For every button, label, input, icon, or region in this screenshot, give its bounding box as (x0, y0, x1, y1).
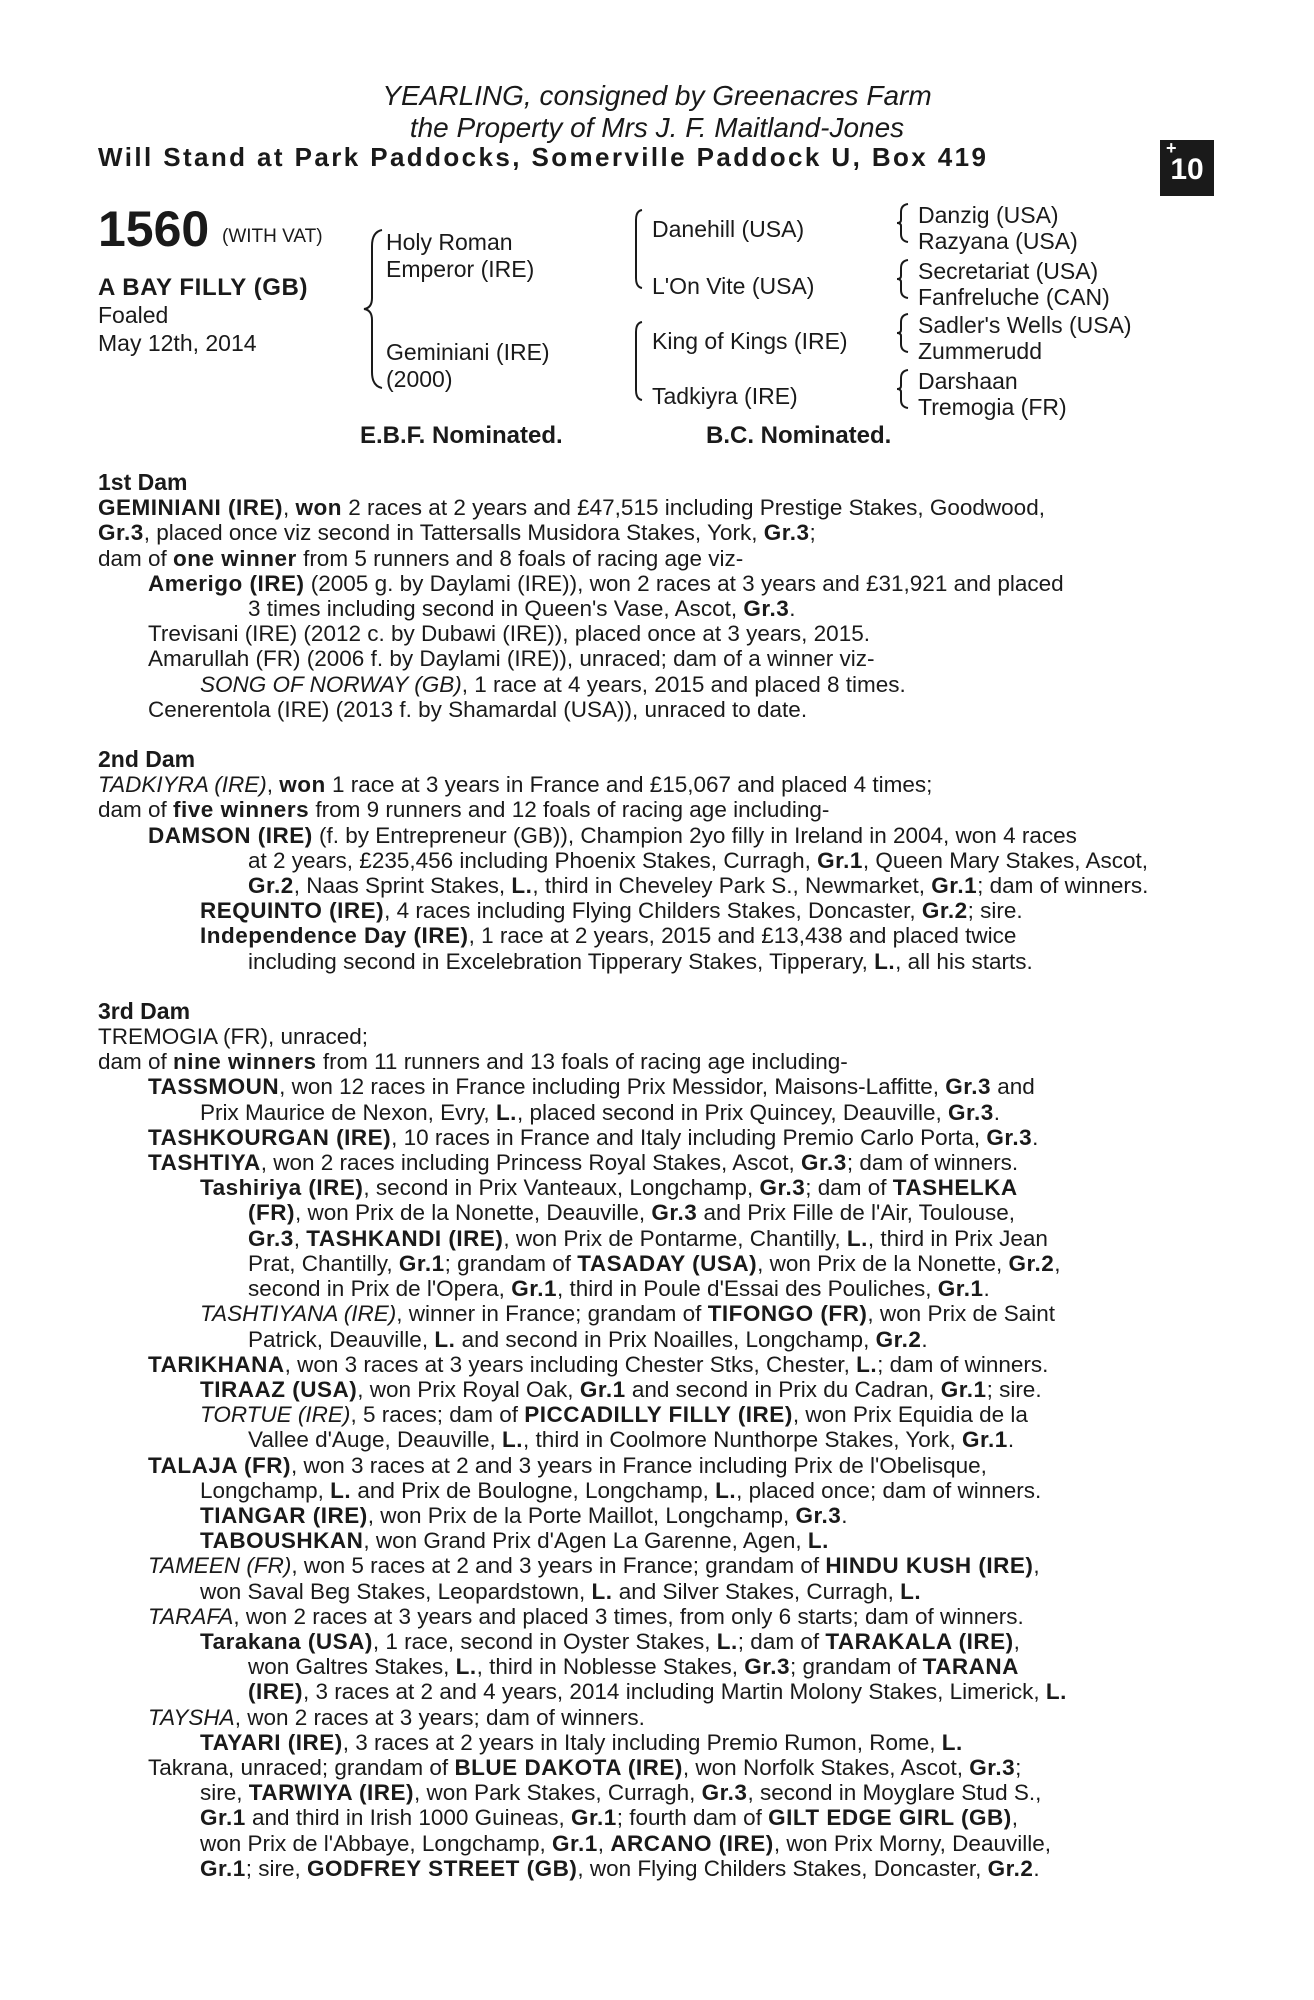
second-dam-line (98, 873, 1198, 898)
line-segment: TORTUE (IRE) (200, 1402, 351, 1428)
grandsire-1: Danehill (USA) (652, 216, 805, 242)
line-segment: won Saval Beg Stakes, Leopardstown, (200, 1578, 592, 1604)
first-dam-line (98, 495, 1198, 520)
third-dam-line (98, 1553, 1198, 1578)
line-segment: Gr.1 (570, 1805, 617, 1831)
great-granddam-1: Razyana (USA) (918, 228, 1078, 254)
line-segment: PICCADILLY FILLY (IRE) (524, 1402, 793, 1428)
line-segment: Gr.3 (759, 1175, 806, 1201)
line-segment: Gr.3 (969, 1754, 1016, 1780)
line-segment: , won Prix de Pontarme, Chantilly, (503, 1225, 847, 1251)
great-grandsire-2: Secretariat (USA) (918, 258, 1099, 284)
great-granddam-3: Zummerudd (918, 338, 1042, 364)
line-segment: , (1013, 1628, 1020, 1654)
line-segment: TARIKHANA (148, 1351, 285, 1377)
line-segment: , won 2 races at 3 years; dam of winners. (234, 1704, 645, 1730)
line-segment: , second in Moyglare Stud S., (747, 1780, 1042, 1806)
line-segment: , won Park Stakes, Curragh, (414, 1780, 702, 1806)
line-segment: won (279, 772, 326, 798)
line-segment: , 1 race at 4 years, 2015 and placed 8 times. (461, 671, 906, 697)
third-dam-line (98, 1125, 1198, 1150)
badge-plus: + (1166, 138, 1177, 158)
line-segment: Gr.1 (200, 1855, 246, 1881)
line-segment: L. (807, 1528, 829, 1554)
line-segment: and Silver Stakes, Curragh, (612, 1578, 901, 1604)
third-dam-line (98, 1453, 1198, 1478)
line-segment: ; sire. (986, 1376, 1042, 1402)
line-segment: , third in Poule d'Essai des Pouliches, (556, 1276, 938, 1302)
line-segment: TIANGAR (IRE) (200, 1502, 368, 1528)
line-segment: Cenerentola (IRE) (2013 f. by Shamardal (USA)), unraced to date. (148, 696, 808, 722)
line-segment: dam of (98, 545, 174, 571)
consignment-line: YEARLING, consigned by Greenacres Farm (382, 80, 932, 111)
line-segment: (2005 g. by Daylami (IRE)), won 2 races at 3 years and £31,921 and placed (304, 570, 1064, 596)
third-dam-line (98, 1402, 1198, 1427)
line-segment: nine winners (173, 1049, 317, 1075)
stand-location: Will Stand at Park Paddocks, Somerville Paddock U, Box 419 (98, 142, 989, 172)
first-dam-section (98, 495, 1198, 722)
second-dam-line (98, 898, 1198, 923)
line-segment: TIFONGO (FR) (707, 1301, 868, 1327)
line-segment: Prix Maurice de Nexon, Evry, (200, 1099, 496, 1125)
line-segment: L. (330, 1477, 352, 1503)
line-segment: DAMSON (IRE) (148, 822, 313, 848)
third-dam-line (98, 1705, 1198, 1730)
line-segment: SONG OF NORWAY (GB) (200, 671, 462, 697)
line-segment: TALAJA (FR) (148, 1452, 291, 1478)
line-segment: Gr.2 (248, 873, 294, 899)
third-dam-line (98, 1478, 1198, 1503)
line-segment: , won 2 races including Princess Royal Stakes, Ascot, (260, 1150, 802, 1176)
line-segment: won (295, 495, 343, 521)
line-segment: Independence Day (IRE) (200, 923, 469, 949)
line-segment: , won 12 races in France including Prix Messidor, Maisons-Laffitte, (279, 1074, 946, 1100)
line-segment: , (293, 1225, 307, 1251)
line-segment: ; dam of (737, 1628, 826, 1654)
line-segment: , 3 races at 2 and 4 years, 2014 including Martin Molony Stakes, Limerick, (303, 1679, 1046, 1705)
line-segment: Gr.3 (701, 1780, 748, 1806)
line-segment: . (1007, 1427, 1015, 1453)
third-dam-line (98, 1074, 1198, 1099)
sire-name-1: Holy Roman (386, 229, 513, 255)
line-segment: Takrana, unraced; grandam of (148, 1754, 455, 1780)
second-dam-line (98, 823, 1198, 848)
third-dam-line (98, 1579, 1198, 1604)
line-segment: , 1 race at 2 years, 2015 and £13,438 and placed twice (468, 923, 1017, 949)
sire-name-2: Emperor (IRE) (386, 256, 535, 282)
grandsire-2: King of Kings (IRE) (652, 328, 848, 354)
line-segment: , placed second in Prix Quincey, Deauville, (516, 1099, 948, 1125)
third-dam-line (98, 1831, 1198, 1856)
line-segment: ; (1015, 1754, 1022, 1780)
property-line: the Property of Mrs J. F. Maitland-Jones (409, 112, 905, 143)
foaled-date: May 12th, 2014 (98, 330, 257, 356)
line-segment: , won Prix de la Porte Maillot, Longchamp, (367, 1502, 796, 1528)
line-segment: . (841, 1502, 848, 1528)
line-segment: , placed once; dam of winners. (736, 1477, 1042, 1503)
line-segment: from 11 runners and 13 foals of racing age including- (316, 1049, 848, 1075)
line-segment: , won Prix Royal Oak, (357, 1376, 580, 1402)
line-segment: , won 3 races at 2 and 3 years in France including Prix de l'Obelisque, (290, 1452, 987, 1478)
line-segment: one winner (173, 545, 297, 571)
line-segment: , won Flying Childers Stakes, Doncaster, (577, 1855, 988, 1881)
line-segment: and second in Prix Noailles, Longchamp, (455, 1326, 876, 1352)
line-segment: L. (455, 1654, 477, 1680)
line-segment: , Naas Sprint Stakes, (293, 873, 512, 899)
line-segment: , won Grand Prix d'Agen La Garenne, Agen, (363, 1528, 808, 1554)
second-dam-line (98, 848, 1198, 873)
line-segment: GODFREY STREET (GB) (307, 1855, 578, 1881)
line-segment: Gr.3 (948, 1099, 994, 1125)
line-segment: , (1011, 1805, 1019, 1831)
line-segment: Gr.3 (743, 596, 790, 622)
line-segment: including second in Excelebration Tipperary Stakes, Tipperary, (248, 948, 875, 974)
line-segment: , won 5 races at 2 and 3 years in France; grandam of (291, 1553, 826, 1579)
line-segment: , (283, 495, 296, 521)
line-segment: , won Prix de Saint (867, 1301, 1056, 1327)
line-segment: GILT EDGE GIRL (GB) (768, 1805, 1012, 1831)
line-segment: ; dam of winners. (877, 1351, 1049, 1377)
line-segment: , won Norfolk Stakes, Ascot, (682, 1754, 970, 1780)
line-segment: Gr.1 (579, 1376, 626, 1402)
line-segment: L. (591, 1578, 613, 1604)
line-segment: L. (900, 1578, 922, 1604)
line-segment: Gr.1 (937, 1276, 984, 1302)
line-segment: , placed once viz second in Tattersalls Musidora Stakes, York, (143, 520, 764, 546)
line-segment: TASHKANDI (IRE) (306, 1225, 504, 1251)
badge-number: 10 (1170, 153, 1204, 186)
line-segment: ; dam of (805, 1175, 893, 1201)
third-dam-line (98, 1175, 1198, 1200)
line-segment: ; grandam of (790, 1654, 923, 1680)
line-segment: and third in Irish 1000 Guineas, (245, 1805, 571, 1831)
second-dam-section (98, 772, 1198, 974)
third-dam-line (98, 1150, 1198, 1175)
line-segment: Gr.3 (986, 1124, 1033, 1150)
line-segment: ARCANO (IRE) (610, 1830, 774, 1856)
line-segment: , 5 races; dam of (350, 1402, 525, 1428)
third-dam-line (98, 1780, 1198, 1805)
line-segment: , second in Prix Vanteaux, Longchamp, (363, 1175, 760, 1201)
line-segment: and second in Prix du Cadran, (625, 1376, 941, 1402)
great-granddam-2: Fanfreluche (CAN) (918, 284, 1110, 310)
pedigree-brace-1 (894, 202, 912, 244)
family-notes (98, 470, 1198, 1881)
line-segment: Gr.1 (200, 1805, 246, 1831)
third-dam-line (98, 1200, 1198, 1225)
lot-title: A BAY FILLY (GB) (98, 274, 309, 301)
first-dam-line (98, 520, 1198, 545)
line-segment: Gr.3 (744, 1654, 791, 1680)
line-segment: Gr.3 (801, 1150, 847, 1176)
line-segment: REQUINTO (IRE) (200, 898, 385, 924)
line-segment: Tarakana (USA) (200, 1628, 373, 1654)
line-segment: Gr.3 (763, 520, 810, 546)
line-segment: dam of (98, 1049, 174, 1075)
first-dam-heading: 1st Dam (98, 469, 188, 495)
line-segment: TASHTIYA (148, 1150, 261, 1176)
dam-name-2: (2000) (386, 366, 453, 392)
line-segment: Patrick, Deauville, (248, 1326, 435, 1352)
line-segment: , all his starts. (895, 948, 1033, 974)
line-segment: TASHELKA (892, 1175, 1018, 1201)
third-dam-line (98, 1528, 1198, 1553)
ebf-nominated: E.B.F. Nominated. (360, 422, 563, 449)
line-segment: and Prix de Boulogne, Longchamp, (351, 1477, 716, 1503)
line-segment: TAMEEN (FR) (148, 1553, 292, 1579)
pedigree-brace-3 (894, 312, 912, 354)
third-dam-line (98, 1251, 1198, 1276)
line-segment: TASSMOUN (148, 1074, 280, 1100)
third-dam-line (98, 1352, 1198, 1377)
line-segment: (IRE) (248, 1679, 303, 1705)
line-segment: Gr.3 (945, 1074, 992, 1100)
line-segment: , third in Coolmore Nunthorpe Stakes, York, (523, 1427, 963, 1453)
line-segment: Gr.3 (98, 520, 144, 546)
line-segment: L. (846, 1225, 868, 1251)
line-segment: TASHTIYANA (IRE) (200, 1301, 397, 1327)
line-segment: , 1 race, second in Oyster Stakes, (372, 1628, 717, 1654)
line-segment: , won Prix de la Nonette, Deauville, (294, 1200, 652, 1226)
line-segment: TARAKALA (IRE) (825, 1628, 1014, 1654)
line-segment: , 10 races in France and Italy including Premio Carlo Porta, (391, 1124, 987, 1150)
line-segment: BLUE DAKOTA (IRE) (454, 1754, 683, 1780)
line-segment: five winners (173, 797, 310, 823)
line-segment: , (1054, 1250, 1061, 1276)
line-segment: , won 2 races at 3 years and placed 3 times, from only 6 starts; dam of winners. (233, 1603, 1024, 1629)
line-segment: . (983, 1276, 990, 1302)
line-segment: Gr.2 (875, 1326, 922, 1352)
second-dam-line (98, 949, 1198, 974)
dam-name-1: Geminiani (IRE) (386, 339, 550, 365)
line-segment: , won Prix de la Nonette, (757, 1250, 1009, 1276)
first-dam-line (98, 546, 1198, 571)
line-segment: . (789, 596, 796, 622)
line-segment: Tashiriya (IRE) (200, 1175, 364, 1201)
line-segment: Gr.1 (962, 1427, 1008, 1453)
third-dam-line (98, 1654, 1198, 1679)
line-segment: TREMOGIA (FR), unraced; (98, 1024, 369, 1050)
line-segment: HINDU KUSH (IRE) (825, 1553, 1034, 1579)
line-segment: Gr.1 (940, 1376, 987, 1402)
line-segment: L. (434, 1326, 456, 1352)
line-segment: TARWIYA (IRE) (248, 1780, 415, 1806)
line-segment: , winner in France; grandam of (396, 1301, 708, 1327)
great-grandsire-1: Danzig (USA) (918, 202, 1059, 228)
line-segment: from 5 runners and 8 foals of racing age viz- (296, 545, 744, 571)
line-segment: Gr.3 (248, 1225, 294, 1251)
line-segment: , Queen Mary Stakes, Ascot, (862, 847, 1149, 873)
line-segment: Gr.2 (1008, 1250, 1055, 1276)
line-segment: Gr.3 (795, 1502, 842, 1528)
line-segment: , 4 races including Flying Childers Stakes, Doncaster, (384, 898, 922, 924)
third-dam-line (98, 1856, 1198, 1881)
first-dam-line (98, 697, 1198, 722)
line-segment: . (921, 1326, 928, 1352)
pedigree-brace-4 (894, 368, 912, 410)
second-dam-line (98, 923, 1198, 948)
line-segment: TASHKOURGAN (IRE) (148, 1124, 392, 1150)
third-dam-heading: 3rd Dam (98, 997, 191, 1024)
pedigree-brace-main (360, 228, 386, 390)
line-segment: from 9 runners and 12 foals of racing age including- (309, 797, 830, 823)
lot-number: 1560 (98, 201, 210, 257)
pedigree-brace-dam (628, 320, 646, 402)
line-segment: , won 3 races at 3 years including Chester Stks, Chester, (284, 1351, 857, 1377)
line-segment: L. (941, 1729, 963, 1755)
line-segment: Gr.2 (921, 898, 968, 924)
vat-note: (WITH VAT) (222, 226, 323, 247)
granddam-2: Tadkiyra (IRE) (652, 383, 798, 409)
line-segment: and (991, 1074, 1035, 1100)
third-dam-line (98, 1755, 1198, 1780)
line-segment: TADKIYRA (IRE) (98, 772, 267, 798)
line-segment: ; sire, (245, 1855, 308, 1881)
line-segment: L. (511, 873, 533, 899)
line-segment: (FR) (248, 1200, 295, 1226)
third-dam-line (98, 1301, 1198, 1326)
line-segment: Longchamp, (200, 1477, 331, 1503)
third-dam-line (98, 1805, 1198, 1830)
line-segment: second in Prix de l'Opera, (248, 1276, 512, 1302)
line-segment: ; sire. (967, 898, 1023, 924)
third-dam-line (98, 1100, 1198, 1125)
line-segment: Gr.1 (931, 873, 978, 899)
line-segment: dam of (98, 797, 174, 823)
line-segment: 1 race at 3 years in France and £15,067 and placed 4 times; (325, 772, 933, 798)
pedigree-brace-2 (894, 258, 912, 300)
line-segment: ; dam of winners. (977, 873, 1149, 899)
third-dam-line (98, 1629, 1198, 1654)
line-segment: , won Prix Morny, Deauville, (773, 1830, 1051, 1856)
pedigree-brace-sire (628, 208, 646, 290)
line-segment: , third in Noblesse Stakes, (476, 1654, 745, 1680)
granddam-1: L'On Vite (USA) (652, 273, 815, 299)
line-segment: L. (1045, 1679, 1067, 1705)
line-segment: Prat, Chantilly, (248, 1250, 399, 1276)
line-segment: , third in Cheveley Park S., Newmarket, (532, 873, 932, 899)
line-segment: Gr.3 (651, 1200, 698, 1226)
line-segment: TIRAAZ (USA) (200, 1376, 358, 1402)
line-segment: Amarullah (FR) (2006 f. by Daylami (IRE)), unraced; dam of a winner viz- (148, 646, 875, 672)
line-segment: Gr.1 (511, 1276, 557, 1302)
line-segment: Vallee d'Auge, Deauville, (248, 1427, 503, 1453)
line-segment: . (993, 1099, 1001, 1125)
line-segment: , (266, 772, 280, 798)
line-segment: , (597, 1830, 611, 1856)
line-segment: , 3 races at 2 years in Italy including Premio Rumon, Rome, (342, 1729, 942, 1755)
first-dam-line (98, 646, 1198, 671)
line-segment: TARANA (922, 1654, 1019, 1680)
line-segment: (f. by Entrepreneur (GB)), Champion 2yo filly in Ireland in 2004, won 4 races (312, 822, 1077, 848)
line-segment: won Prix de l'Abbaye, Longchamp, (200, 1830, 553, 1856)
sale-badge (1160, 140, 1214, 196)
third-dam-section (98, 1024, 1198, 1881)
third-dam-line (98, 1226, 1198, 1251)
line-segment: ; (809, 520, 816, 546)
bc-nominated: B.C. Nominated. (706, 422, 892, 449)
line-segment: , third in Prix Jean (867, 1225, 1048, 1251)
line-segment: . (1032, 1124, 1039, 1150)
line-segment: ; grandam of (444, 1250, 578, 1276)
line-segment: Amerigo (IRE) (148, 570, 305, 596)
line-segment: 3 times including second in Queen's Vase, Ascot, (248, 596, 744, 622)
line-segment: L. (874, 948, 896, 974)
line-segment: L. (495, 1099, 517, 1125)
line-segment: L. (716, 1628, 738, 1654)
line-segment: 2 races at 2 years and £47,515 including Prestige Stakes, Goodwood, (342, 495, 1045, 521)
great-grandsire-4: Darshaan (918, 368, 1018, 394)
line-segment: Gr.1 (552, 1830, 598, 1856)
third-dam-line (98, 1049, 1198, 1074)
line-segment: sire, (200, 1780, 249, 1806)
first-dam-line (98, 672, 1198, 697)
line-segment: ; dam of winners. (846, 1150, 1019, 1176)
great-granddam-4: Tremogia (FR) (918, 394, 1067, 420)
line-segment: Trevisani (IRE) (2012 c. by Dubawi (IRE)), placed once at 3 years, 2015. (148, 621, 870, 647)
line-segment: Gr.1 (817, 847, 863, 873)
second-dam-line (98, 797, 1198, 822)
second-dam-line (98, 772, 1198, 797)
line-segment: at 2 years, £235,456 including Phoenix Stakes, Curragh, (248, 847, 818, 873)
third-dam-line (98, 1327, 1198, 1352)
line-segment: TASADAY (USA) (577, 1250, 758, 1276)
line-segment: ; fourth dam of (616, 1805, 769, 1831)
first-dam-line (98, 621, 1198, 646)
line-segment: L. (502, 1427, 524, 1453)
third-dam-line (98, 1024, 1198, 1049)
line-segment: TAYARI (IRE) (200, 1729, 343, 1755)
line-segment: L. (856, 1351, 878, 1377)
line-segment: , (1033, 1553, 1040, 1579)
line-segment: TABOUSHKAN (200, 1528, 364, 1554)
line-segment: won Galtres Stakes, (248, 1654, 456, 1680)
line-segment: TAYSHA (148, 1704, 235, 1730)
great-grandsire-3: Sadler's Wells (USA) (918, 312, 1132, 338)
third-dam-line (98, 1604, 1198, 1629)
line-segment: Gr.2 (987, 1855, 1034, 1881)
line-segment: GEMINIANI (IRE) (98, 495, 283, 521)
foaled-label: Foaled (98, 302, 169, 328)
line-segment: TARAFA (148, 1603, 234, 1629)
third-dam-line (98, 1730, 1198, 1755)
line-segment: Gr.1 (398, 1250, 445, 1276)
line-segment: . (1033, 1855, 1040, 1881)
line-segment: and Prix Fille de l'Air, Toulouse, (697, 1200, 1015, 1226)
line-segment: L. (715, 1477, 737, 1503)
third-dam-line (98, 1377, 1198, 1402)
second-dam-heading: 2nd Dam (98, 746, 196, 773)
first-dam-line (98, 596, 1198, 621)
third-dam-line (98, 1276, 1198, 1301)
first-dam-line (98, 571, 1198, 596)
line-segment: , won Prix Equidia de la (792, 1402, 1028, 1428)
third-dam-line (98, 1679, 1198, 1704)
third-dam-line (98, 1503, 1198, 1528)
third-dam-line (98, 1427, 1198, 1452)
